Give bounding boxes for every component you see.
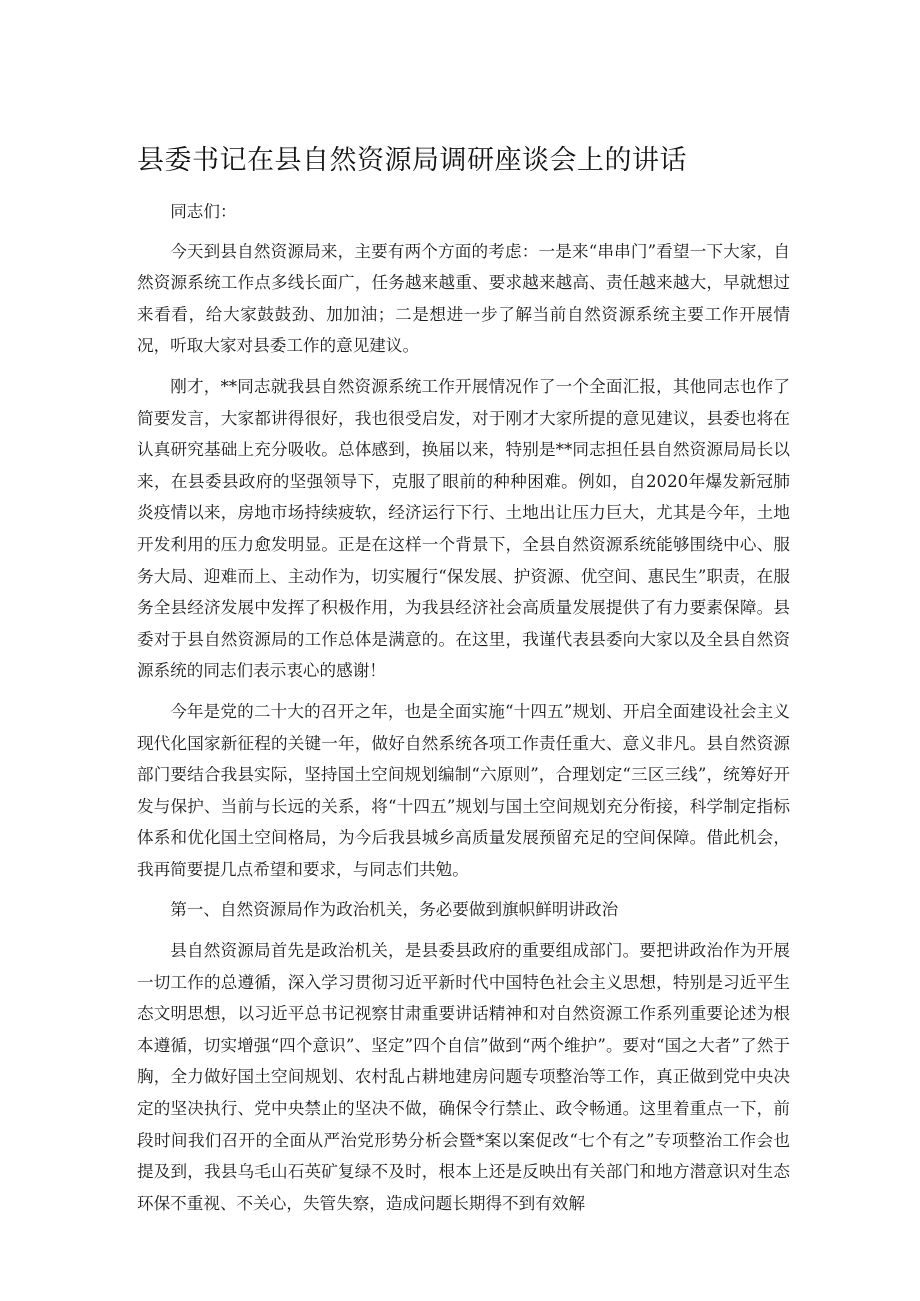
section-heading-1: 第一、自然资源局作为政治机关，务必要做到旗帜鲜明讲政治 [170, 900, 619, 920]
paragraph-politics: 县自然资源局首先是政治机关，是县委县政府的重要组成部门。要把讲政治作为开展一切工作的总遵循，深入学习贯彻习近平新时代中国特色社会主义思想，特别是习近平生态文明思想，以习近平总书记视察甘肃重要讲话精神和对自然资源工作系列重要论述为根本遵循，切实增强“四个意识”、坚定”四个自信”做到“两个维护”。要对“国之大者”了然于胸，全力做好国土空间规划、农村乱占耕地建房问题专项整治等工作，真正做到党中央决定的坚决执行、党中央禁止的坚决不做，确保令行禁止、政令畅通。这里着重点一下，前段时间我们召开的全面从严治党形势分析会暨*案以案促改“七个有之”专项整治工作会也提及到，我县乌毛山石英矿复绿不及时，根本上还是反映出有关部门和地方潜意识对生态环保不重视、不关心，失管失察，造成问题长期得不到有效解 [137, 941, 790, 1213]
paragraph-purpose: 今天到县自然资源局来，主要有两个方面的考虑：一是来“串串门”看望一下大家，自然资源系统工作点多线长面广，任务越来越重、要求越来越高、责任越来越大，早就想过来看看，给大家鼓鼓劲、加加油；二是想进一步了解当前自然资源系统主要工作开展情况，听取大家对县委工作的意见建议。 [137, 241, 790, 356]
document-title: 县委书记在县自然资源局调研座谈会上的讲话 [137, 145, 687, 176]
paragraph-review: 刚才，**同志就我县自然资源系统工作开展情况作了一个全面汇报，其他同志也作了简要发言，大家都讲得很好，我也很受启发，对于刚才大家所提的意见建议，县委也将在认真研究基础上充分吸收。总体感到，换届以来，特别是**同志担任县自然资源局局长以来，在县委县政府的坚强领导下，克服了眼前的种种困难。例如，自2020年爆发新冠肺炎疫情以来，房地市场持续疲软，经济运行下行、土地出让压力巨大，尤其是今年，土地开发利用的压力愈发明显。正是在这样一个背景下，全县自然资源系统能够围绕中心、服务大局、迎难而上、主动作为，切实履行“保发展、护资源、优空间、惠民生”职责，在服务全县经济发展中发挥了积极作用，为我县经济社会高质量发展提供了有力要素保障。县委对于县自然资源局的工作总体是满意的。在这里，我谨代表县委向大家以及全县自然资源系统的同志们表示衷心的感谢！ [137, 376, 790, 681]
paragraph-this-year: 今年是党的二十大的召开之年，也是全面实施“十四五”规划、开启全面建设社会主义现代化国家新征程的关键一年，做好自然系统各项工作责任重大、意义非凡。县自然资源部门要结合我县实际，坚持国土空间规划编制“六原则”，合理划定“三区三线”，统筹好开发与保护、当前与长远的关系，将“十四五”规划与国土空间规划充分衔接，科学制定指标体系和优化国土空间格局，为今后我县城乡高质量发展预留充足的空间保障。借此机会，我再简要提几点希望和要求，与同志们共勉。 [137, 701, 790, 879]
document-body [137, 196, 790, 1228]
salutation: 同志们： [170, 202, 237, 221]
